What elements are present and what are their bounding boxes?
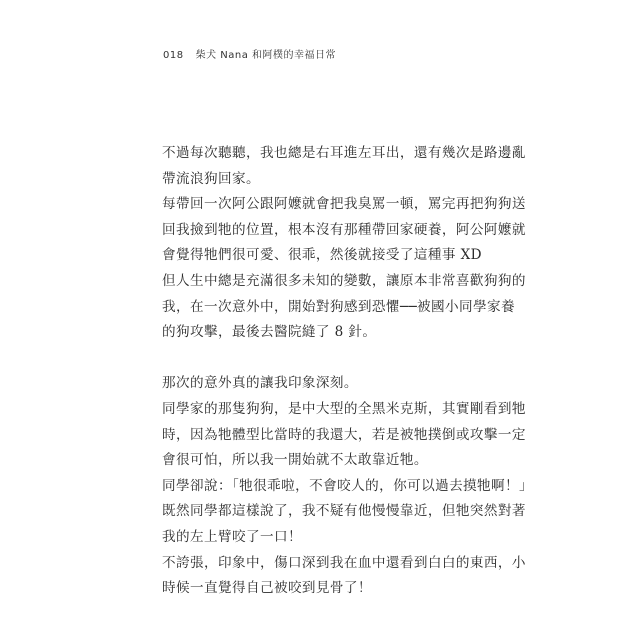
- blank-line: [162, 346, 492, 372]
- text-line: 但人生中總是充滿很多未知的變數，讓原本非常喜歡狗狗的: [162, 272, 526, 289]
- text-line: 時，因為牠體型比當時的我還大，若是被牠撲倒或攻擊一定: [162, 426, 526, 443]
- text-line: 我的左上臂咬了一口！: [162, 528, 302, 545]
- text-line: 的狗攻擊，最後去醫院縫了 8 針。: [162, 324, 377, 341]
- page-number: 018: [163, 50, 184, 61]
- body-text: [162, 141, 534, 602]
- text-line: 那次的意外真的讓我印象深刻。: [162, 375, 358, 392]
- text-line: 會很可怕，所以我一開始就不太敢靠近牠。: [162, 452, 428, 469]
- text-line: 帶流浪狗回家。: [162, 170, 260, 187]
- running-header: [163, 46, 336, 61]
- text-line: 會覺得牠們很可愛、很乖，然後就接受了這種事 XD: [162, 247, 482, 264]
- text-line: 不誇張，印象中，傷口深到我在血中還看到白白的東西，小: [162, 554, 526, 571]
- text-line: 不過每次聽聽，我也總是右耳進左耳出，還有幾次是路邊亂: [162, 145, 526, 161]
- text-line: 既然同學都這樣說了，我不疑有他慢慢靠近，但牠突然對著: [162, 503, 526, 520]
- text-line: 每帶回一次阿公跟阿嬤就會把我臭罵一頓，罵完再把狗狗送: [162, 196, 526, 213]
- text-line: 時候一直覺得自己被咬到見骨了！: [162, 580, 372, 597]
- text-line: 同學家的那隻狗狗，是中大型的全黑米克斯，其實剛看到牠: [162, 400, 526, 417]
- book-title: 柴犬 Nana 和阿樸的幸福日常: [195, 50, 337, 61]
- text-line: 我，在一次意外中，開始對狗感到恐懼──被國小同學家養: [162, 298, 516, 315]
- text-line: 同學卻說：「牠很乖啦，不會咬人的，你可以過去摸牠啊！」: [162, 477, 534, 494]
- text-line: 回我撿到牠的位置，根本沒有那種帶回家硬養，阿公阿嬤就: [162, 221, 526, 238]
